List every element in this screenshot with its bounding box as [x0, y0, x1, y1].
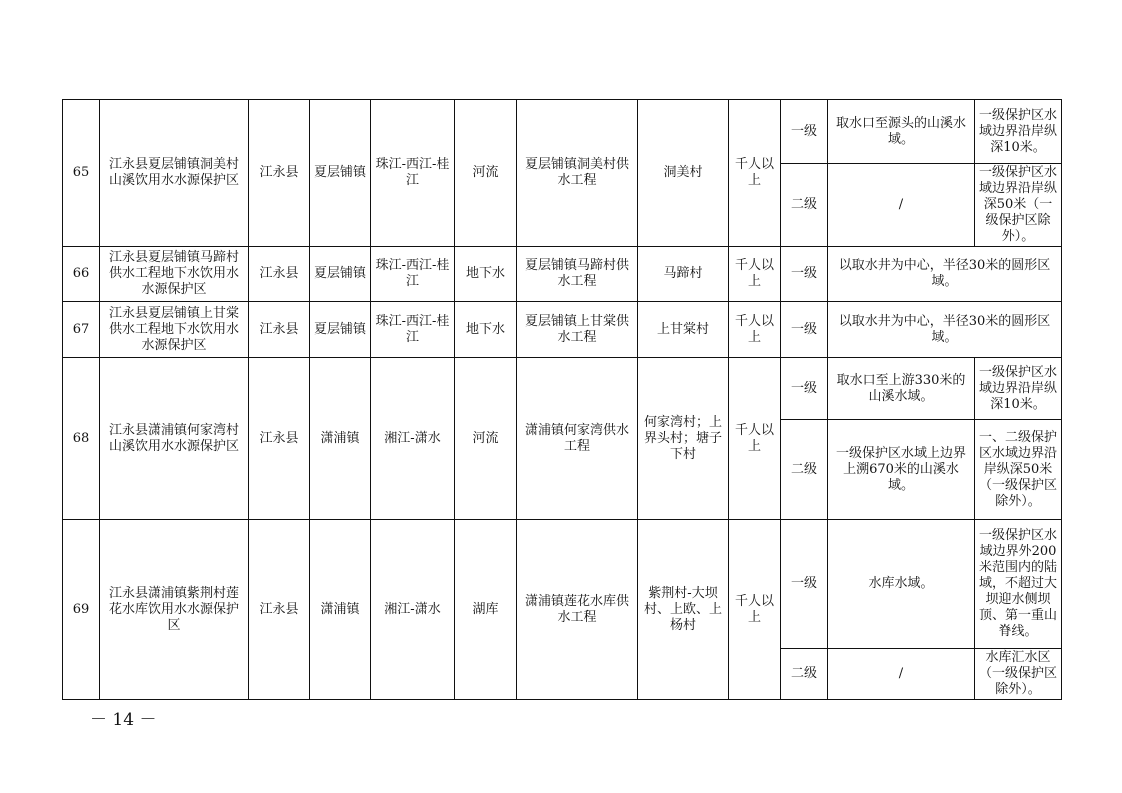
table-row	[63, 302, 1062, 358]
zone-level: 一级	[781, 302, 828, 358]
zone-level: 一级	[781, 520, 828, 649]
basin: 湘江-潇水	[371, 520, 455, 700]
table-row	[63, 520, 1062, 649]
zone-water-range: 水库水域。	[828, 520, 975, 649]
zone-land-range: 水库汇水区（一级保护区除外）。	[975, 649, 1062, 700]
basin: 湘江-潇水	[371, 358, 455, 520]
served-villages: 紫荆村-大坝村、上欧、上杨村	[638, 520, 729, 700]
basin: 珠江-西江-桂江	[371, 100, 455, 247]
row-number: 68	[63, 358, 100, 520]
table-row	[63, 100, 1062, 164]
zone-level: 一级	[781, 100, 828, 164]
supply-scale: 千人以上	[729, 520, 781, 700]
county: 江永县	[249, 302, 310, 358]
served-villages: 马蹄村	[638, 247, 729, 302]
zone-land-range: 一、二级保护区水域边界沿岸纵深50米（一级保护区除外）。	[975, 420, 1062, 520]
source-type: 河流	[455, 358, 517, 520]
area-name: 江永县夏层铺镇马蹄村供水工程地下水饮用水水源保护区	[100, 247, 249, 302]
water-project: 夏层铺镇马蹄村供水工程	[517, 247, 638, 302]
served-villages: 上甘棠村	[638, 302, 729, 358]
zone-range: 以取水井为中心，半径30米的圆形区域。	[828, 247, 1062, 302]
zone-level: 一级	[781, 358, 828, 420]
water-project: 夏层铺镇洞美村供水工程	[517, 100, 638, 247]
water-project: 潇浦镇莲花水库供水工程	[517, 520, 638, 700]
town: 夏层铺镇	[310, 247, 371, 302]
zone-land-range: 一级保护区水域边界沿岸纵深10米。	[975, 358, 1062, 420]
supply-scale: 千人以上	[729, 358, 781, 520]
town: 潇浦镇	[310, 358, 371, 520]
table-row	[63, 247, 1062, 302]
county: 江永县	[249, 358, 310, 520]
source-type: 湖库	[455, 520, 517, 700]
water-project: 潇浦镇何家湾供水工程	[517, 358, 638, 520]
served-villages: 洞美村	[638, 100, 729, 247]
source-type: 地下水	[455, 302, 517, 358]
zone-level: 二级	[781, 420, 828, 520]
zone-level: 一级	[781, 247, 828, 302]
zone-water-range: 取水口至上游330米的山溪水域。	[828, 358, 975, 420]
zone-water-range: /	[828, 649, 975, 700]
area-name: 江永县潇浦镇何家湾村山溪饮用水水源保护区	[100, 358, 249, 520]
supply-scale: 千人以上	[729, 100, 781, 247]
row-number: 66	[63, 247, 100, 302]
zone-water-range: 取水口至源头的山溪水域。	[828, 100, 975, 164]
zone-level: 二级	[781, 649, 828, 700]
served-villages: 何家湾村；上界头村；塘子下村	[638, 358, 729, 520]
row-number: 69	[63, 520, 100, 700]
protection-area-table	[62, 99, 1062, 700]
zone-land-range: 一级保护区水域边界外200米范围内的陆域，不超过大坝迎水侧坝顶、第一重山脊线。	[975, 520, 1062, 649]
page-number: － 14 －	[90, 710, 157, 730]
zone-water-range: /	[828, 164, 975, 247]
basin: 珠江-西江-桂江	[371, 247, 455, 302]
zone-water-range: 一级保护区水域上边界上溯670米的山溪水域。	[828, 420, 975, 520]
county: 江永县	[249, 100, 310, 247]
row-number: 67	[63, 302, 100, 358]
zone-land-range: 一级保护区水域边界沿岸纵深10米。	[975, 100, 1062, 164]
zone-land-range: 一级保护区水域边界沿岸纵深50米（一级保护区除外）。	[975, 164, 1062, 247]
source-type: 地下水	[455, 247, 517, 302]
basin: 珠江-西江-桂江	[371, 302, 455, 358]
supply-scale: 千人以上	[729, 302, 781, 358]
zone-level: 二级	[781, 164, 828, 247]
row-number: 65	[63, 100, 100, 247]
source-type: 河流	[455, 100, 517, 247]
area-name: 江永县潇浦镇紫荆村莲花水库饮用水水源保护区	[100, 520, 249, 700]
town: 夏层铺镇	[310, 100, 371, 247]
town: 夏层铺镇	[310, 302, 371, 358]
area-name: 江永县夏层铺镇上甘棠供水工程地下水饮用水水源保护区	[100, 302, 249, 358]
water-project: 夏层铺镇上甘棠供水工程	[517, 302, 638, 358]
table-row	[63, 358, 1062, 420]
county: 江永县	[249, 247, 310, 302]
town: 潇浦镇	[310, 520, 371, 700]
county: 江永县	[249, 520, 310, 700]
zone-range: 以取水井为中心，半径30米的圆形区域。	[828, 302, 1062, 358]
supply-scale: 千人以上	[729, 247, 781, 302]
area-name: 江永县夏层铺镇洞美村山溪饮用水水源保护区	[100, 100, 249, 247]
